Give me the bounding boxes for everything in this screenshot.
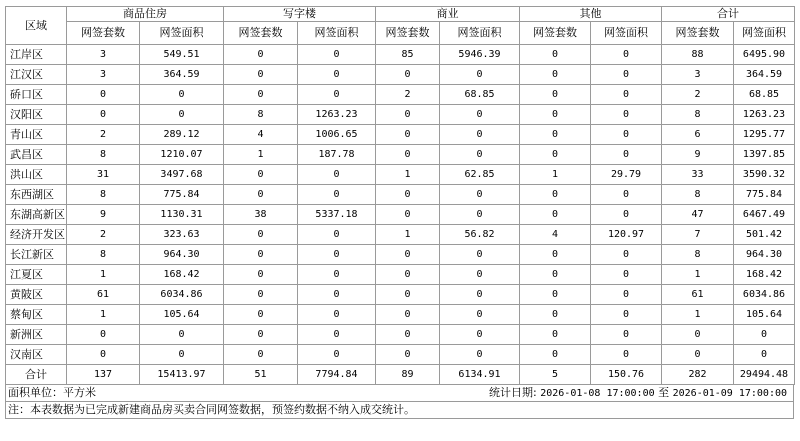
district-name: 武昌区 [6, 145, 67, 165]
district-name: 江汉区 [6, 65, 67, 85]
count-cell: 0 [520, 45, 591, 65]
count-cell: 88 [662, 45, 734, 65]
area-cell: 323.63 [140, 225, 224, 245]
count-cell: 0 [224, 345, 298, 365]
area-cell: 0 [298, 85, 376, 105]
table-row [6, 265, 795, 285]
area-cell: 1130.31 [140, 205, 224, 225]
table-row [6, 125, 795, 145]
area-cell: 7794.84 [298, 365, 376, 385]
area-cell: 0 [140, 345, 224, 365]
area-cell: 0 [440, 325, 520, 345]
count-cell: 282 [662, 365, 734, 385]
count-cell: 0 [67, 325, 140, 345]
subheader-area: 网签面积 [440, 22, 520, 45]
count-cell: 1 [376, 225, 440, 245]
area-cell: 0 [591, 285, 662, 305]
count-cell: 0 [376, 265, 440, 285]
count-cell: 0 [520, 65, 591, 85]
count-cell: 0 [520, 125, 591, 145]
count-cell: 0 [520, 205, 591, 225]
count-cell: 6 [662, 125, 734, 145]
group-header-commercial: 商业 [376, 7, 520, 22]
count-cell: 61 [662, 285, 734, 305]
district-name: 江夏区 [6, 265, 67, 285]
count-cell: 2 [67, 225, 140, 245]
district-name: 硚口区 [6, 85, 67, 105]
area-cell: 0 [440, 305, 520, 325]
group-header-other: 其他 [520, 7, 662, 22]
count-cell: 7 [662, 225, 734, 245]
count-cell: 0 [520, 345, 591, 365]
count-cell: 9 [662, 145, 734, 165]
stat-date [489, 385, 787, 402]
count-cell: 0 [376, 345, 440, 365]
count-cell: 89 [376, 365, 440, 385]
count-cell: 0 [224, 245, 298, 265]
area-cell: 1295.77 [734, 125, 795, 145]
count-cell: 3 [662, 65, 734, 85]
area-cell: 0 [298, 265, 376, 285]
area-cell: 0 [298, 325, 376, 345]
count-cell: 5 [520, 365, 591, 385]
count-cell: 0 [662, 325, 734, 345]
count-cell: 38 [224, 205, 298, 225]
area-cell: 0 [440, 285, 520, 305]
area-cell: 105.64 [734, 305, 795, 325]
area-cell: 0 [440, 65, 520, 85]
table-row [6, 225, 795, 245]
district-name: 经济开发区 [6, 225, 67, 245]
table-row [6, 165, 795, 185]
count-cell: 0 [376, 145, 440, 165]
area-cell: 964.30 [734, 245, 795, 265]
area-cell: 1263.23 [298, 105, 376, 125]
area-cell: 0 [298, 165, 376, 185]
area-cell: 289.12 [140, 125, 224, 145]
count-cell: 137 [67, 365, 140, 385]
count-cell: 0 [520, 145, 591, 165]
district-name: 东西湖区 [6, 185, 67, 205]
total-row [6, 365, 795, 385]
count-cell: 0 [224, 265, 298, 285]
footer-note-row [5, 402, 794, 419]
count-cell: 0 [520, 305, 591, 325]
table-row [6, 245, 795, 265]
area-cell: 0 [591, 105, 662, 125]
area-cell: 1210.07 [140, 145, 224, 165]
area-cell: 0 [440, 145, 520, 165]
area-cell: 1006.65 [298, 125, 376, 145]
table-row [6, 285, 795, 305]
stat-start: 2026-01-08 17:00:00 [540, 388, 655, 399]
area-cell: 0 [591, 185, 662, 205]
area-cell: 0 [591, 345, 662, 365]
count-cell: 4 [224, 125, 298, 145]
count-cell: 8 [662, 185, 734, 205]
total-label: 合计 [6, 365, 67, 385]
subheader-count: 网签套数 [520, 22, 591, 45]
area-cell: 0 [440, 245, 520, 265]
count-cell: 0 [376, 65, 440, 85]
district-name: 青山区 [6, 125, 67, 145]
subheader-count: 网签套数 [376, 22, 440, 45]
count-cell: 47 [662, 205, 734, 225]
area-cell: 0 [591, 125, 662, 145]
area-cell: 6134.91 [440, 365, 520, 385]
count-cell: 1 [224, 145, 298, 165]
count-cell: 1 [67, 305, 140, 325]
area-cell: 0 [298, 225, 376, 245]
subheader-count: 网签套数 [224, 22, 298, 45]
count-cell: 0 [67, 105, 140, 125]
area-cell: 0 [440, 185, 520, 205]
area-cell: 15413.97 [140, 365, 224, 385]
count-cell: 0 [67, 85, 140, 105]
area-cell: 964.30 [140, 245, 224, 265]
district-name: 长江新区 [6, 245, 67, 265]
count-cell: 0 [376, 325, 440, 345]
area-cell: 6034.86 [734, 285, 795, 305]
count-cell: 0 [520, 325, 591, 345]
area-cell: 68.85 [734, 85, 795, 105]
count-cell: 0 [224, 225, 298, 245]
area-cell: 5946.39 [440, 45, 520, 65]
count-cell: 0 [376, 105, 440, 125]
count-cell: 0 [520, 85, 591, 105]
area-cell: 0 [440, 265, 520, 285]
area-cell: 364.59 [734, 65, 795, 85]
table-body [6, 45, 795, 385]
count-cell: 2 [662, 85, 734, 105]
area-cell: 0 [298, 285, 376, 305]
count-cell: 8 [67, 185, 140, 205]
count-cell: 0 [520, 285, 591, 305]
stat-to: 至 [658, 386, 670, 399]
area-cell: 1263.23 [734, 105, 795, 125]
area-cell: 501.42 [734, 225, 795, 245]
group-header-office: 写字楼 [224, 7, 376, 22]
area-cell: 0 [298, 65, 376, 85]
count-cell: 51 [224, 365, 298, 385]
area-cell: 120.97 [591, 225, 662, 245]
area-cell: 0 [298, 185, 376, 205]
count-cell: 0 [376, 285, 440, 305]
count-cell: 8 [224, 105, 298, 125]
district-name: 汉南区 [6, 345, 67, 365]
area-cell: 775.84 [734, 185, 795, 205]
count-cell: 33 [662, 165, 734, 185]
area-cell: 0 [298, 45, 376, 65]
unit-label: 面积单位：平方米 [8, 386, 96, 399]
table-row [6, 85, 795, 105]
area-cell: 0 [440, 205, 520, 225]
count-cell: 1 [662, 265, 734, 285]
count-cell: 2 [67, 125, 140, 145]
count-cell: 0 [224, 65, 298, 85]
table-row [6, 325, 795, 345]
count-cell: 0 [224, 325, 298, 345]
area-cell: 0 [591, 205, 662, 225]
count-cell: 0 [520, 105, 591, 125]
count-cell: 0 [376, 185, 440, 205]
count-cell: 1 [376, 165, 440, 185]
count-cell: 0 [376, 125, 440, 145]
table-row [6, 205, 795, 225]
group-header-residential: 商品住房 [67, 7, 224, 22]
table-row [6, 65, 795, 85]
table-row [6, 305, 795, 325]
count-cell: 0 [67, 345, 140, 365]
area-cell: 6034.86 [140, 285, 224, 305]
count-cell: 61 [67, 285, 140, 305]
area-cell: 29.79 [591, 165, 662, 185]
area-cell: 29494.48 [734, 365, 795, 385]
count-cell: 0 [224, 285, 298, 305]
note: 注：本表数据为已完成新建商品房买卖合同网签数据，预签约数据不纳入成交统计。 [8, 403, 415, 416]
area-cell: 0 [591, 245, 662, 265]
count-cell: 31 [67, 165, 140, 185]
area-cell: 0 [298, 305, 376, 325]
table-row [6, 345, 795, 365]
subheader-area: 网签面积 [298, 22, 376, 45]
area-cell: 6467.49 [734, 205, 795, 225]
count-cell: 0 [224, 45, 298, 65]
district-name: 洪山区 [6, 165, 67, 185]
count-cell: 0 [520, 245, 591, 265]
area-cell: 0 [298, 345, 376, 365]
district-name: 汉阳区 [6, 105, 67, 125]
area-cell: 150.76 [591, 365, 662, 385]
area-cell: 5337.18 [298, 205, 376, 225]
area-cell: 3497.68 [140, 165, 224, 185]
count-cell: 0 [224, 305, 298, 325]
count-cell: 0 [376, 305, 440, 325]
count-cell: 0 [224, 85, 298, 105]
area-cell: 0 [440, 345, 520, 365]
count-cell: 0 [520, 265, 591, 285]
area-cell: 0 [591, 65, 662, 85]
subheader-area: 网签面积 [591, 22, 662, 45]
count-cell: 3 [67, 65, 140, 85]
district-name: 东湖高新区 [6, 205, 67, 225]
area-cell: 62.85 [440, 165, 520, 185]
area-cell: 0 [591, 145, 662, 165]
district-name: 蔡甸区 [6, 305, 67, 325]
subheader-area: 网签面积 [734, 22, 795, 45]
count-cell: 1 [67, 265, 140, 285]
area-cell: 0 [591, 325, 662, 345]
count-cell: 0 [224, 165, 298, 185]
count-cell: 2 [376, 85, 440, 105]
count-cell: 85 [376, 45, 440, 65]
area-cell: 775.84 [140, 185, 224, 205]
area-cell: 0 [591, 265, 662, 285]
district-name: 江岸区 [6, 45, 67, 65]
count-cell: 4 [520, 225, 591, 245]
area-cell: 0 [140, 325, 224, 345]
area-cell: 0 [140, 105, 224, 125]
area-cell: 0 [591, 45, 662, 65]
area-cell: 0 [734, 345, 795, 365]
sales-table [5, 6, 795, 385]
area-cell: 168.42 [140, 265, 224, 285]
count-cell: 0 [376, 205, 440, 225]
table-row [6, 145, 795, 165]
area-cell: 187.78 [298, 145, 376, 165]
area-cell: 0 [298, 245, 376, 265]
count-cell: 8 [67, 245, 140, 265]
region-header: 区域 [6, 7, 67, 45]
footer-info-row [5, 385, 794, 402]
count-cell: 0 [224, 185, 298, 205]
count-cell: 0 [376, 245, 440, 265]
area-cell: 3590.32 [734, 165, 795, 185]
count-cell: 0 [662, 345, 734, 365]
area-cell: 0 [440, 105, 520, 125]
subheader-count: 网签套数 [662, 22, 734, 45]
sales-report [5, 6, 794, 419]
table-row [6, 185, 795, 205]
count-cell: 1 [662, 305, 734, 325]
area-cell: 0 [591, 85, 662, 105]
area-cell: 364.59 [140, 65, 224, 85]
group-header-total: 合计 [662, 7, 795, 22]
area-cell: 549.51 [140, 45, 224, 65]
count-cell: 8 [662, 105, 734, 125]
count-cell: 8 [662, 245, 734, 265]
area-cell: 0 [440, 125, 520, 145]
area-cell: 0 [140, 85, 224, 105]
count-cell: 0 [520, 185, 591, 205]
area-cell: 0 [734, 325, 795, 345]
count-cell: 8 [67, 145, 140, 165]
area-cell: 168.42 [734, 265, 795, 285]
subheader-area: 网签面积 [140, 22, 224, 45]
count-cell: 3 [67, 45, 140, 65]
area-cell: 0 [591, 305, 662, 325]
count-cell: 9 [67, 205, 140, 225]
area-cell: 1397.85 [734, 145, 795, 165]
district-name: 新洲区 [6, 325, 67, 345]
subheader-count: 网签套数 [67, 22, 140, 45]
area-cell: 105.64 [140, 305, 224, 325]
table-row [6, 45, 795, 65]
table-row [6, 105, 795, 125]
stat-end: 2026-01-09 17:00:00 [672, 388, 787, 399]
area-cell: 68.85 [440, 85, 520, 105]
area-cell: 56.82 [440, 225, 520, 245]
area-cell: 6495.90 [734, 45, 795, 65]
stat-date-label: 统计日期: [489, 386, 537, 399]
count-cell: 1 [520, 165, 591, 185]
district-name: 黄陂区 [6, 285, 67, 305]
